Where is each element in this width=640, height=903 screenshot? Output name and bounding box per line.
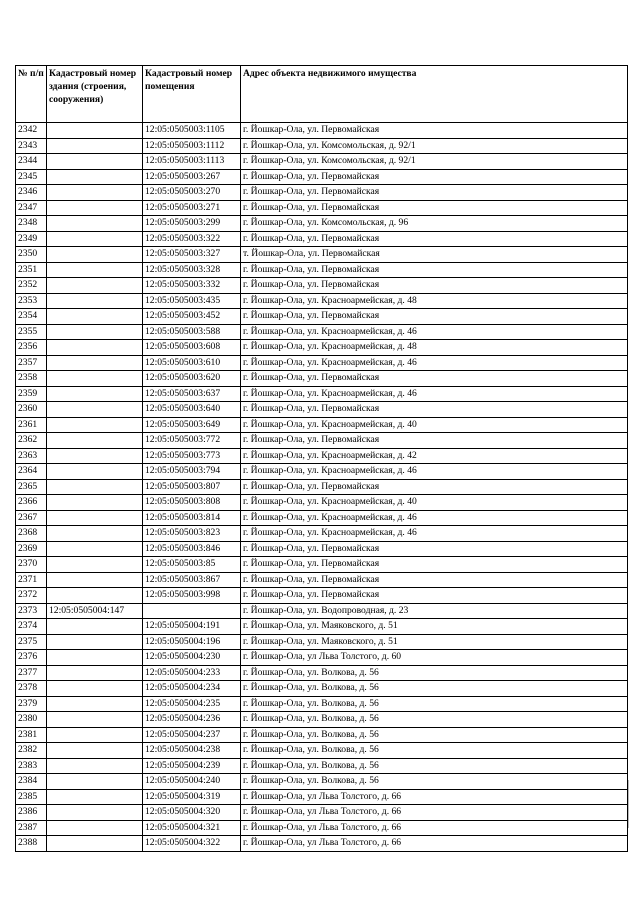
- table-row: [16, 169, 628, 185]
- cell-address: г. Йошкар-Ола, ул. Маяковского, д. 51: [241, 619, 628, 635]
- cell-room-cadastral: 12:05:0505003:1112: [143, 138, 241, 154]
- cell-room-cadastral: 12:05:0505004:234: [143, 681, 241, 697]
- cell-building-cadastral: 12:05:0505004:147: [47, 603, 143, 619]
- cell-address: г. Йошкар-Ола, ул. Красноармейская, д. 42: [241, 448, 628, 464]
- table-row: [16, 123, 628, 139]
- cell-building-cadastral: [47, 293, 143, 309]
- cell-room-cadastral: 12:05:0505003:794: [143, 464, 241, 480]
- cell-number: 2354: [16, 309, 47, 325]
- cell-building-cadastral: [47, 588, 143, 604]
- cell-building-cadastral: [47, 138, 143, 154]
- cell-number: 2359: [16, 386, 47, 402]
- cell-number: 2362: [16, 433, 47, 449]
- cell-address: г. Йошкар-Ола, ул. Первомайская: [241, 200, 628, 216]
- table-row: [16, 696, 628, 712]
- table-row: [16, 479, 628, 495]
- cell-number: 2388: [16, 836, 47, 852]
- cell-building-cadastral: [47, 417, 143, 433]
- table-row: [16, 789, 628, 805]
- cell-building-cadastral: [47, 309, 143, 325]
- cell-number: 2370: [16, 557, 47, 573]
- table-row: [16, 464, 628, 480]
- table-row: [16, 526, 628, 542]
- cell-room-cadastral: 12:05:0505003:867: [143, 572, 241, 588]
- cell-room-cadastral: 12:05:0505003:267: [143, 169, 241, 185]
- cell-building-cadastral: [47, 185, 143, 201]
- table-row: [16, 836, 628, 852]
- cell-building-cadastral: [47, 774, 143, 790]
- cell-number: 2358: [16, 371, 47, 387]
- cell-address: г. Йошкар-Ола, ул. Комсомольская, д. 92/1: [241, 138, 628, 154]
- table-row: [16, 774, 628, 790]
- cell-room-cadastral: 12:05:0505003:327: [143, 247, 241, 263]
- cell-number: 2387: [16, 820, 47, 836]
- table-row: [16, 138, 628, 154]
- table-row: [16, 572, 628, 588]
- cell-building-cadastral: [47, 154, 143, 170]
- cell-room-cadastral: 12:05:0505004:240: [143, 774, 241, 790]
- cell-number: 2363: [16, 448, 47, 464]
- cell-address: г. Йошкар-Ола, ул. Первомайская: [241, 185, 628, 201]
- cell-number: 2379: [16, 696, 47, 712]
- cell-room-cadastral: 12:05:0505003:452: [143, 309, 241, 325]
- cell-address: г. Йошкар-Ола, ул. Волкова, д. 56: [241, 774, 628, 790]
- cell-address: г. Йошкар-Ола, ул. Красноармейская, д. 46: [241, 526, 628, 542]
- cell-room-cadastral: 12:05:0505004:236: [143, 712, 241, 728]
- table-row: [16, 417, 628, 433]
- cell-building-cadastral: [47, 727, 143, 743]
- cell-address: г. Йошкар-Ола, ул. Маяковского, д. 51: [241, 634, 628, 650]
- table-row: [16, 324, 628, 340]
- table-row: [16, 712, 628, 728]
- cell-room-cadastral: 12:05:0505004:239: [143, 758, 241, 774]
- cell-address: г. Йошкар-Ола, ул. Комсомольская, д. 92/1: [241, 154, 628, 170]
- cell-address: г. Йошкар-Ола, ул. Красноармейская, д. 40: [241, 417, 628, 433]
- cell-room-cadastral: 12:05:0505004:238: [143, 743, 241, 759]
- cell-number: 2382: [16, 743, 47, 759]
- cell-address: г. Йошкар-Ола, ул Льва Толстого, д. 66: [241, 789, 628, 805]
- table-row: [16, 154, 628, 170]
- cell-address: г. Йошкар-Ола, ул. Волкова, д. 56: [241, 743, 628, 759]
- cell-number: 2369: [16, 541, 47, 557]
- cell-address: г. Йошкар-Ола, ул. Первомайская: [241, 371, 628, 387]
- cell-building-cadastral: [47, 324, 143, 340]
- table-row: [16, 231, 628, 247]
- cell-address: г. Йошкар-Ола, ул Льва Толстого, д. 66: [241, 805, 628, 821]
- table-row: [16, 681, 628, 697]
- cell-address: г. Йошкар-Ола, ул. Первомайская: [241, 262, 628, 278]
- cell-building-cadastral: [47, 743, 143, 759]
- cell-building-cadastral: [47, 805, 143, 821]
- cell-room-cadastral: 12:05:0505003:620: [143, 371, 241, 387]
- cell-building-cadastral: [47, 619, 143, 635]
- cell-building-cadastral: [47, 712, 143, 728]
- cell-building-cadastral: [47, 371, 143, 387]
- table-row: [16, 402, 628, 418]
- cell-number: 2350: [16, 247, 47, 263]
- cell-address: г. Йошкар-Ола, ул Льва Толстого, д. 60: [241, 650, 628, 666]
- table-row: [16, 386, 628, 402]
- cell-number: 2386: [16, 805, 47, 821]
- cell-building-cadastral: [47, 355, 143, 371]
- table-body: [16, 123, 628, 852]
- cell-room-cadastral: 12:05:0505003:640: [143, 402, 241, 418]
- cell-building-cadastral: [47, 231, 143, 247]
- cell-number: 2384: [16, 774, 47, 790]
- cell-number: 2356: [16, 340, 47, 356]
- cell-room-cadastral: 12:05:0505003:649: [143, 417, 241, 433]
- table-row: [16, 216, 628, 232]
- table-row: [16, 603, 628, 619]
- cell-room-cadastral: 12:05:0505003:435: [143, 293, 241, 309]
- table-row: [16, 557, 628, 573]
- cell-address: г. Йошкар-Ола, ул. Комсомольская, д. 96: [241, 216, 628, 232]
- cell-building-cadastral: [47, 247, 143, 263]
- cell-room-cadastral: 12:05:0505003:807: [143, 479, 241, 495]
- cell-building-cadastral: [47, 510, 143, 526]
- cell-building-cadastral: [47, 402, 143, 418]
- cell-room-cadastral: 12:05:0505004:233: [143, 665, 241, 681]
- cell-building-cadastral: [47, 650, 143, 666]
- cell-address: г. Йошкар-Ола, ул. Первомайская: [241, 557, 628, 573]
- cell-building-cadastral: [47, 479, 143, 495]
- table-row: [16, 588, 628, 604]
- cell-room-cadastral: 12:05:0505003:846: [143, 541, 241, 557]
- cell-room-cadastral: [143, 603, 241, 619]
- cell-address: т. Йошкар-Ола, ул. Первомайская: [241, 247, 628, 263]
- cell-number: 2377: [16, 665, 47, 681]
- cell-number: 2344: [16, 154, 47, 170]
- cell-address: г. Йошкар-Ола, ул. Водопроводная, д. 23: [241, 603, 628, 619]
- cell-address: г. Йошкар-Ола, ул. Красноармейская, д. 46: [241, 355, 628, 371]
- table-row: [16, 278, 628, 294]
- cell-room-cadastral: 12:05:0505003:610: [143, 355, 241, 371]
- cell-building-cadastral: [47, 758, 143, 774]
- table-row: [16, 650, 628, 666]
- cell-number: 2353: [16, 293, 47, 309]
- cell-number: 2368: [16, 526, 47, 542]
- cell-number: 2343: [16, 138, 47, 154]
- cell-room-cadastral: 12:05:0505003:332: [143, 278, 241, 294]
- cell-number: 2373: [16, 603, 47, 619]
- cell-address: г. Йошкар-Ола, ул. Первомайская: [241, 278, 628, 294]
- table-row: [16, 448, 628, 464]
- cell-number: 2357: [16, 355, 47, 371]
- property-table: [15, 65, 628, 852]
- cell-room-cadastral: 12:05:0505003:85: [143, 557, 241, 573]
- header-number: № п/п: [16, 66, 47, 123]
- table-row: [16, 805, 628, 821]
- cell-address: г. Йошкар-Ола, ул. Первомайская: [241, 169, 628, 185]
- cell-building-cadastral: [47, 464, 143, 480]
- cell-address: г. Йошкар-Ола, ул. Первомайская: [241, 588, 628, 604]
- scan-edge-mark: [628, 780, 629, 828]
- cell-building-cadastral: [47, 789, 143, 805]
- cell-room-cadastral: 12:05:0505004:320: [143, 805, 241, 821]
- cell-room-cadastral: 12:05:0505004:191: [143, 619, 241, 635]
- cell-number: 2372: [16, 588, 47, 604]
- cell-room-cadastral: 12:05:0505003:823: [143, 526, 241, 542]
- table-row: [16, 634, 628, 650]
- cell-number: 2349: [16, 231, 47, 247]
- cell-building-cadastral: [47, 262, 143, 278]
- table-row: [16, 247, 628, 263]
- cell-number: 2375: [16, 634, 47, 650]
- cell-number: 2367: [16, 510, 47, 526]
- table-row: [16, 758, 628, 774]
- cell-number: 2342: [16, 123, 47, 139]
- cell-room-cadastral: 12:05:0505003:1113: [143, 154, 241, 170]
- cell-address: г. Йошкар-Ола, ул. Красноармейская, д. 48: [241, 340, 628, 356]
- cell-building-cadastral: [47, 541, 143, 557]
- table-row: [16, 340, 628, 356]
- header-room-cadastral: Кадастровый номер помещения: [143, 66, 241, 123]
- cell-building-cadastral: [47, 665, 143, 681]
- cell-room-cadastral: 12:05:0505004:237: [143, 727, 241, 743]
- cell-address: г. Йошкар-Ола, ул. Первомайская: [241, 402, 628, 418]
- table-row: [16, 510, 628, 526]
- cell-room-cadastral: 12:05:0505003:299: [143, 216, 241, 232]
- cell-number: 2380: [16, 712, 47, 728]
- cell-address: г. Йошкар-Ола, ул. Волкова, д. 56: [241, 665, 628, 681]
- cell-building-cadastral: [47, 836, 143, 852]
- cell-room-cadastral: 12:05:0505004:319: [143, 789, 241, 805]
- cell-number: 2378: [16, 681, 47, 697]
- cell-number: 2352: [16, 278, 47, 294]
- cell-address: г. Йошкар-Ола, ул. Волкова, д. 56: [241, 758, 628, 774]
- cell-address: г. Йошкар-Ола, ул. Красноармейская, д. 46: [241, 510, 628, 526]
- cell-building-cadastral: [47, 634, 143, 650]
- table-row: [16, 820, 628, 836]
- cell-address: г. Йошкар-Ола, ул. Первомайская: [241, 433, 628, 449]
- document-page: [15, 65, 627, 852]
- cell-number: 2346: [16, 185, 47, 201]
- cell-room-cadastral: 12:05:0505003:270: [143, 185, 241, 201]
- cell-building-cadastral: [47, 495, 143, 511]
- cell-number: 2351: [16, 262, 47, 278]
- table-row: [16, 665, 628, 681]
- cell-room-cadastral: 12:05:0505003:808: [143, 495, 241, 511]
- cell-address: г. Йошкар-Ола, ул. Волкова, д. 56: [241, 712, 628, 728]
- cell-number: 2383: [16, 758, 47, 774]
- cell-number: 2371: [16, 572, 47, 588]
- cell-number: 2364: [16, 464, 47, 480]
- cell-number: 2360: [16, 402, 47, 418]
- cell-address: г. Йошкар-Ола, ул. Первомайская: [241, 572, 628, 588]
- cell-address: г. Йошкар-Ола, ул. Красноармейская, д. 46: [241, 324, 628, 340]
- cell-room-cadastral: 12:05:0505004:230: [143, 650, 241, 666]
- header-address: Адрес объекта недвижимого имущества: [241, 66, 628, 123]
- table-row: [16, 200, 628, 216]
- cell-address: г. Йошкар-Ола, ул. Первомайская: [241, 231, 628, 247]
- cell-room-cadastral: 12:05:0505003:588: [143, 324, 241, 340]
- cell-address: г. Йошкар-Ола, ул. Красноармейская, д. 40: [241, 495, 628, 511]
- cell-address: г. Йошкар-Ола, ул. Первомайская: [241, 309, 628, 325]
- cell-address: г. Йошкар-Ола, ул Льва Толстого, д. 66: [241, 836, 628, 852]
- cell-building-cadastral: [47, 340, 143, 356]
- cell-building-cadastral: [47, 557, 143, 573]
- cell-room-cadastral: 12:05:0505003:1105: [143, 123, 241, 139]
- cell-number: 2381: [16, 727, 47, 743]
- cell-room-cadastral: 12:05:0505003:608: [143, 340, 241, 356]
- cell-room-cadastral: 12:05:0505003:998: [143, 588, 241, 604]
- cell-building-cadastral: [47, 278, 143, 294]
- cell-room-cadastral: 12:05:0505003:772: [143, 433, 241, 449]
- cell-building-cadastral: [47, 572, 143, 588]
- cell-room-cadastral: 12:05:0505004:196: [143, 634, 241, 650]
- cell-number: 2361: [16, 417, 47, 433]
- cell-number: 2348: [16, 216, 47, 232]
- cell-building-cadastral: [47, 169, 143, 185]
- table-row: [16, 433, 628, 449]
- cell-building-cadastral: [47, 433, 143, 449]
- cell-room-cadastral: 12:05:0505003:271: [143, 200, 241, 216]
- table-row: [16, 619, 628, 635]
- cell-building-cadastral: [47, 696, 143, 712]
- cell-building-cadastral: [47, 526, 143, 542]
- cell-address: г. Йошкар-Ола, ул. Волкова, д. 56: [241, 696, 628, 712]
- header-row: [16, 66, 628, 123]
- cell-address: г. Йошкар-Ола, ул. Волкова, д. 56: [241, 681, 628, 697]
- cell-address: г. Йошкар-Ола, ул. Красноармейская, д. 48: [241, 293, 628, 309]
- cell-building-cadastral: [47, 448, 143, 464]
- cell-address: г. Йошкар-Ола, ул Льва Толстого, д. 66: [241, 820, 628, 836]
- cell-address: г. Йошкар-Ола, ул. Красноармейская, д. 46: [241, 386, 628, 402]
- cell-number: 2345: [16, 169, 47, 185]
- table-row: [16, 262, 628, 278]
- cell-building-cadastral: [47, 386, 143, 402]
- cell-room-cadastral: 12:05:0505003:814: [143, 510, 241, 526]
- cell-number: 2376: [16, 650, 47, 666]
- table-row: [16, 727, 628, 743]
- table-row: [16, 541, 628, 557]
- cell-address: г. Йошкар-Ола, ул. Первомайская: [241, 541, 628, 557]
- table-row: [16, 743, 628, 759]
- cell-number: 2374: [16, 619, 47, 635]
- header-building-cadastral: Кадастровый номер здания (строения, сооружения): [47, 66, 143, 123]
- cell-room-cadastral: 12:05:0505004:235: [143, 696, 241, 712]
- cell-number: 2347: [16, 200, 47, 216]
- cell-building-cadastral: [47, 681, 143, 697]
- cell-room-cadastral: 12:05:0505003:328: [143, 262, 241, 278]
- table-row: [16, 293, 628, 309]
- table-row: [16, 309, 628, 325]
- cell-building-cadastral: [47, 123, 143, 139]
- cell-room-cadastral: 12:05:0505003:773: [143, 448, 241, 464]
- table-row: [16, 355, 628, 371]
- table-row: [16, 371, 628, 387]
- cell-building-cadastral: [47, 200, 143, 216]
- cell-room-cadastral: 12:05:0505003:637: [143, 386, 241, 402]
- cell-address: г. Йошкар-Ола, ул. Первомайская: [241, 123, 628, 139]
- table-row: [16, 495, 628, 511]
- cell-room-cadastral: 12:05:0505004:321: [143, 820, 241, 836]
- cell-address: г. Йошкар-Ола, ул. Первомайская: [241, 479, 628, 495]
- cell-number: 2385: [16, 789, 47, 805]
- cell-room-cadastral: 12:05:0505003:322: [143, 231, 241, 247]
- cell-building-cadastral: [47, 216, 143, 232]
- cell-room-cadastral: 12:05:0505004:322: [143, 836, 241, 852]
- cell-address: г. Йошкар-Ола, ул. Красноармейская, д. 46: [241, 464, 628, 480]
- cell-number: 2365: [16, 479, 47, 495]
- cell-number: 2355: [16, 324, 47, 340]
- cell-building-cadastral: [47, 820, 143, 836]
- cell-address: г. Йошкар-Ола, ул. Волкова, д. 56: [241, 727, 628, 743]
- table-row: [16, 185, 628, 201]
- cell-number: 2366: [16, 495, 47, 511]
